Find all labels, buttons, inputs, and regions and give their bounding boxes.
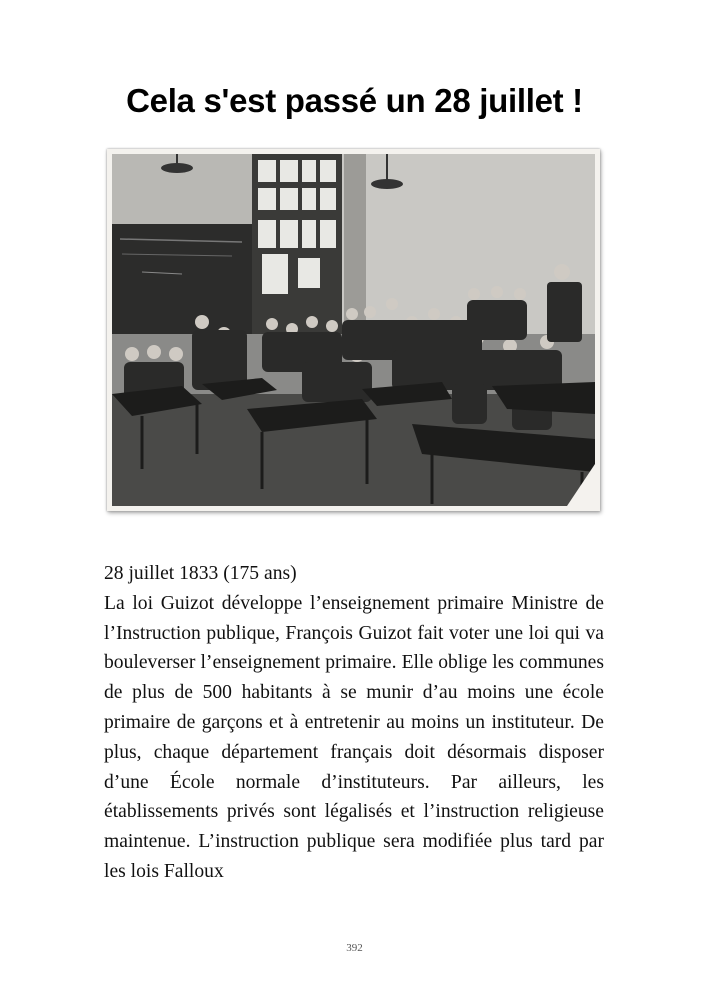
date-line: 28 juillet 1833 (175 ans) [104, 563, 297, 584]
classroom-photo [107, 149, 600, 511]
page-title: Cela s'est passé un 28 juillet ! [126, 82, 583, 119]
page-number: 392 [346, 942, 363, 954]
article-body [104, 559, 604, 887]
classroom-photo-image [112, 154, 595, 506]
article-paragraph: La loi Guizot développe l’enseignement primaire Ministre de l’Instruction publique, François Guizot fait voter une loi qui va bouleverser l’enseignement primaire. Elle oblige les communes de plus de 500 habitants à se munir d’au moins une école primaire de garçons et à entretenir au moins un instituteur. De plus, chaque département français doit désormais disposer d’une École normale d’instituteurs. Par ailleurs, les établissements privés sont légalisés et l’instruction religieuse maintenue. L’instruction publique sera modifiée plus tard par les lois Falloux [104, 592, 604, 882]
